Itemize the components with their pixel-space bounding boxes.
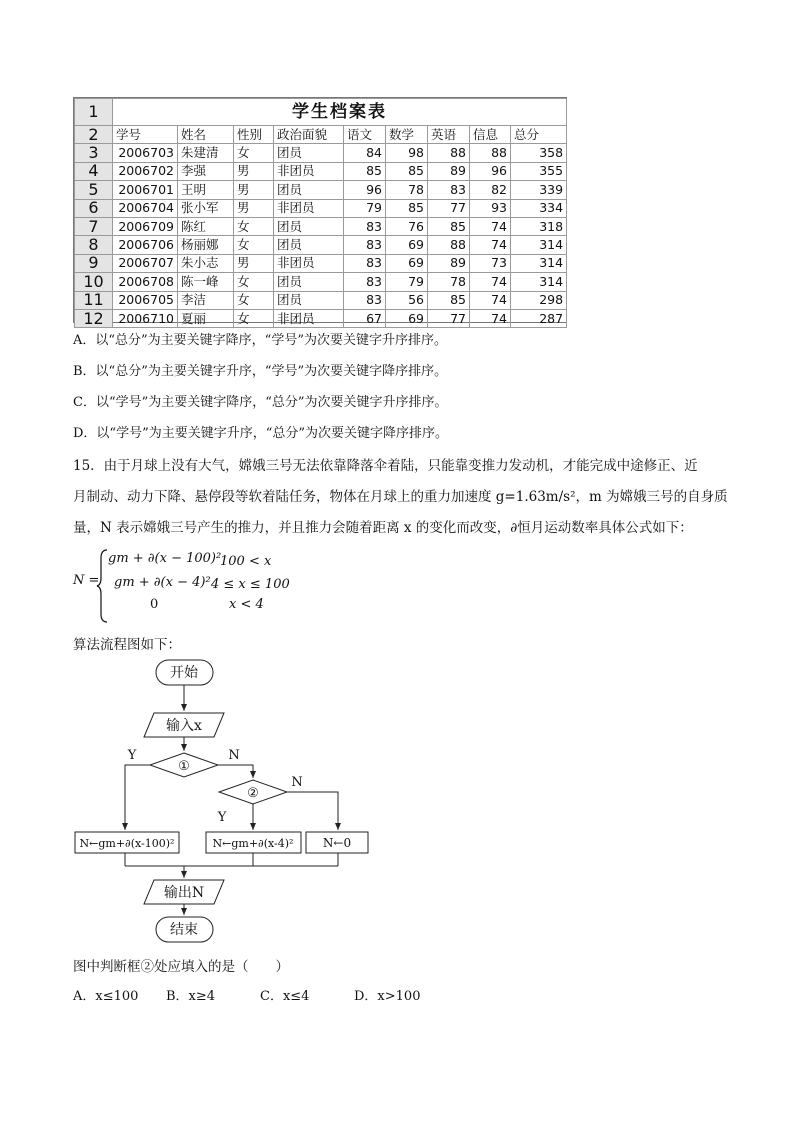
table-cell: 李洁: [178, 291, 234, 309]
table-cell: 76: [386, 217, 428, 235]
end-label: 结束: [170, 922, 198, 938]
process-3-label: N←0: [322, 836, 352, 850]
table-cell: 56: [386, 291, 428, 309]
row-number: 11: [75, 291, 113, 309]
table-cell: 2006703: [113, 144, 178, 162]
table-cell: 李强: [178, 162, 234, 180]
table-cell: 2006708: [113, 273, 178, 291]
table-cell: 男: [234, 199, 274, 217]
header-cell: 政治面貌: [274, 126, 344, 144]
table-cell: 2006701: [113, 181, 178, 199]
table-cell: 2006710: [113, 309, 178, 327]
header-cell: 姓名: [178, 126, 234, 144]
table-cell: 2006704: [113, 199, 178, 217]
flowchart-intro: 算法流程图如下：: [73, 637, 181, 653]
row-number: 8: [75, 236, 113, 254]
formula-cond-3: x < 4: [229, 597, 264, 612]
table-cell: 84: [344, 144, 386, 162]
table-cell: 69: [386, 236, 428, 254]
table-row: [75, 254, 567, 272]
formula-case-2: gm + ∂(x − 4)²: [114, 575, 211, 590]
table-row: [75, 217, 567, 235]
table-cell: 89: [428, 254, 470, 272]
table-cell: 79: [344, 199, 386, 217]
table-cell: 355: [511, 162, 567, 180]
q15-line-1: 15．由于月球上没有大气，嫦娥三号无法依靠降落伞着陆，只能靠变推力发动机，才能完成中途修正、近: [73, 458, 698, 474]
q15-question: 图中判断框②处应填入的是（ ）: [73, 959, 289, 975]
table-cell: 83: [344, 217, 386, 235]
algorithm-flowchart: [70, 655, 380, 950]
table-cell: 男: [234, 181, 274, 199]
table-cell: 83: [428, 181, 470, 199]
table-cell: 85: [386, 162, 428, 180]
table-cell: 98: [386, 144, 428, 162]
table-cell: 74: [470, 236, 511, 254]
sheet-title: 学生档案表: [113, 99, 567, 126]
table-cell: 非团员: [274, 254, 344, 272]
table-cell: 非团员: [274, 162, 344, 180]
table-cell: 314: [511, 236, 567, 254]
start-label: 开始: [170, 665, 198, 681]
table-cell: 334: [511, 199, 567, 217]
table-cell: 团员: [274, 236, 344, 254]
table-cell: 2006706: [113, 236, 178, 254]
q15-option-b: B．x≥4: [166, 989, 216, 1004]
table-cell: 朱建清: [178, 144, 234, 162]
table-cell: 团员: [274, 217, 344, 235]
row-number: 12: [75, 309, 113, 327]
table-cell: 77: [428, 199, 470, 217]
table-cell: 298: [511, 291, 567, 309]
q15-option-a: A．x≤100: [73, 989, 139, 1004]
yes-label-2: Y: [217, 810, 227, 825]
table-cell: 339: [511, 181, 567, 199]
row-number: 1: [75, 99, 113, 126]
table-cell: 女: [234, 291, 274, 309]
formula-cond-1: 100 < x: [220, 554, 272, 569]
table-cell: 85: [386, 199, 428, 217]
table-cell: 85: [428, 291, 470, 309]
decision-2-label: ②: [247, 786, 259, 801]
yes-label-1: Y: [127, 748, 137, 763]
table-cell: 314: [511, 254, 567, 272]
q15-line-3: 量，N 表示嫦娥三号产生的推力，并且推力会随着距离 x 的变化而改变，∂恒月运动数率具体公式如下：: [73, 520, 693, 536]
row-number: 3: [75, 144, 113, 162]
row-number: 2: [75, 126, 113, 144]
table-cell: 83: [344, 236, 386, 254]
table-row: [75, 309, 567, 327]
table-cell: 非团员: [274, 309, 344, 327]
no-label-2: N: [291, 775, 303, 790]
table-cell: 女: [234, 236, 274, 254]
process-1-label: N←gm+∂(x-100)²: [79, 837, 175, 850]
table-cell: 88: [428, 144, 470, 162]
row-number: 7: [75, 217, 113, 235]
table-cell: 83: [344, 291, 386, 309]
table-cell: 2006702: [113, 162, 178, 180]
table-cell: 79: [386, 273, 428, 291]
table-cell: 74: [470, 217, 511, 235]
table-cell: 67: [344, 309, 386, 327]
q15-line-2: 月制动、动力下降、悬停段等软着陆任务，物体在月球上的重力加速度 g=1.63m/s²，m 为嫦娥三号的自身质: [73, 489, 728, 505]
table-cell: 女: [234, 273, 274, 291]
table-row: [75, 162, 567, 180]
input-label: 输入x: [166, 718, 202, 734]
row-number: 10: [75, 273, 113, 291]
table-cell: 2006705: [113, 291, 178, 309]
table-cell: 83: [344, 273, 386, 291]
q15-option-c: C．x≤4: [260, 989, 310, 1004]
table-cell: 夏丽: [178, 309, 234, 327]
q14-option-b: B．以“总分”为主要关键字升序，“学号”为次要关键字降序排序。: [73, 364, 448, 379]
table-cell: 团员: [274, 273, 344, 291]
no-label-1: N: [228, 748, 240, 763]
q15-option-d: D．x>100: [354, 989, 421, 1004]
table-cell: 93: [470, 199, 511, 217]
formula-cond-2: 4 ≤ x ≤ 100: [211, 577, 290, 592]
row-number: 9: [75, 254, 113, 272]
table-cell: 74: [470, 273, 511, 291]
table-cell: 2006709: [113, 217, 178, 235]
header-cell: 数学: [386, 126, 428, 144]
row-number: 6: [75, 199, 113, 217]
q14-option-c: C．以“学号”为主要关键字降序，“总分”为次要关键字升序排序。: [73, 395, 448, 410]
table-cell: 96: [344, 181, 386, 199]
table-cell: 朱小志: [178, 254, 234, 272]
decision-1-label: ①: [178, 759, 190, 774]
table-cell: 89: [428, 162, 470, 180]
process-2-label: N←gm+∂(x-4)²: [212, 837, 294, 850]
table-cell: 女: [234, 144, 274, 162]
table-cell: 69: [386, 309, 428, 327]
row-number: 5: [75, 181, 113, 199]
table-cell: 非团员: [274, 199, 344, 217]
formula-case-3: 0: [150, 597, 159, 612]
table-cell: 2006707: [113, 254, 178, 272]
q14-option-a: A．以“总分”为主要关键字降序，“学号”为次要关键字升序排序。: [73, 333, 447, 348]
header-cell: 总分: [511, 126, 567, 144]
table-cell: 团员: [274, 144, 344, 162]
row-number: 4: [75, 162, 113, 180]
table-cell: 314: [511, 273, 567, 291]
table-row: [75, 273, 567, 291]
table-cell: 陈一峰: [178, 273, 234, 291]
formula-lhs: N =: [73, 573, 100, 588]
table-cell: 团员: [274, 291, 344, 309]
header-cell: 信息: [470, 126, 511, 144]
table-cell: 78: [386, 181, 428, 199]
table-cell: 358: [511, 144, 567, 162]
table-cell: 78: [428, 273, 470, 291]
table-row: [75, 236, 567, 254]
q14-option-d: D．以“学号”为主要关键字升序，“总分”为次要关键字降序排序。: [73, 426, 449, 441]
table-cell: 张小军: [178, 199, 234, 217]
table-cell: 318: [511, 217, 567, 235]
table-row: [75, 291, 567, 309]
formula-case-1: gm + ∂(x − 100)²: [108, 551, 222, 566]
table-cell: 96: [470, 162, 511, 180]
table-cell: 85: [344, 162, 386, 180]
table-cell: 73: [470, 254, 511, 272]
table-row: [75, 144, 567, 162]
table-cell: 女: [234, 217, 274, 235]
table-cell: 88: [428, 236, 470, 254]
table-cell: 85: [428, 217, 470, 235]
table-cell: 83: [344, 254, 386, 272]
table-cell: 287: [511, 309, 567, 327]
student-records-sheet: [73, 97, 567, 328]
table-cell: 男: [234, 162, 274, 180]
header-cell: 学号: [113, 126, 178, 144]
table-cell: 团员: [274, 181, 344, 199]
table-cell: 69: [386, 254, 428, 272]
table-cell: 74: [470, 291, 511, 309]
table-row: [75, 181, 567, 199]
table-cell: 王明: [178, 181, 234, 199]
records-table: [74, 98, 567, 328]
header-cell: 语文: [344, 126, 386, 144]
table-cell: 陈红: [178, 217, 234, 235]
header-cell: 性别: [234, 126, 274, 144]
table-cell: 77: [428, 309, 470, 327]
table-cell: 74: [470, 309, 511, 327]
table-row: [75, 199, 567, 217]
table-cell: 男: [234, 254, 274, 272]
table-cell: 88: [470, 144, 511, 162]
table-cell: 女: [234, 309, 274, 327]
header-cell: 英语: [428, 126, 470, 144]
output-label: 输出N: [163, 885, 205, 901]
table-cell: 杨丽娜: [178, 236, 234, 254]
table-cell: 82: [470, 181, 511, 199]
